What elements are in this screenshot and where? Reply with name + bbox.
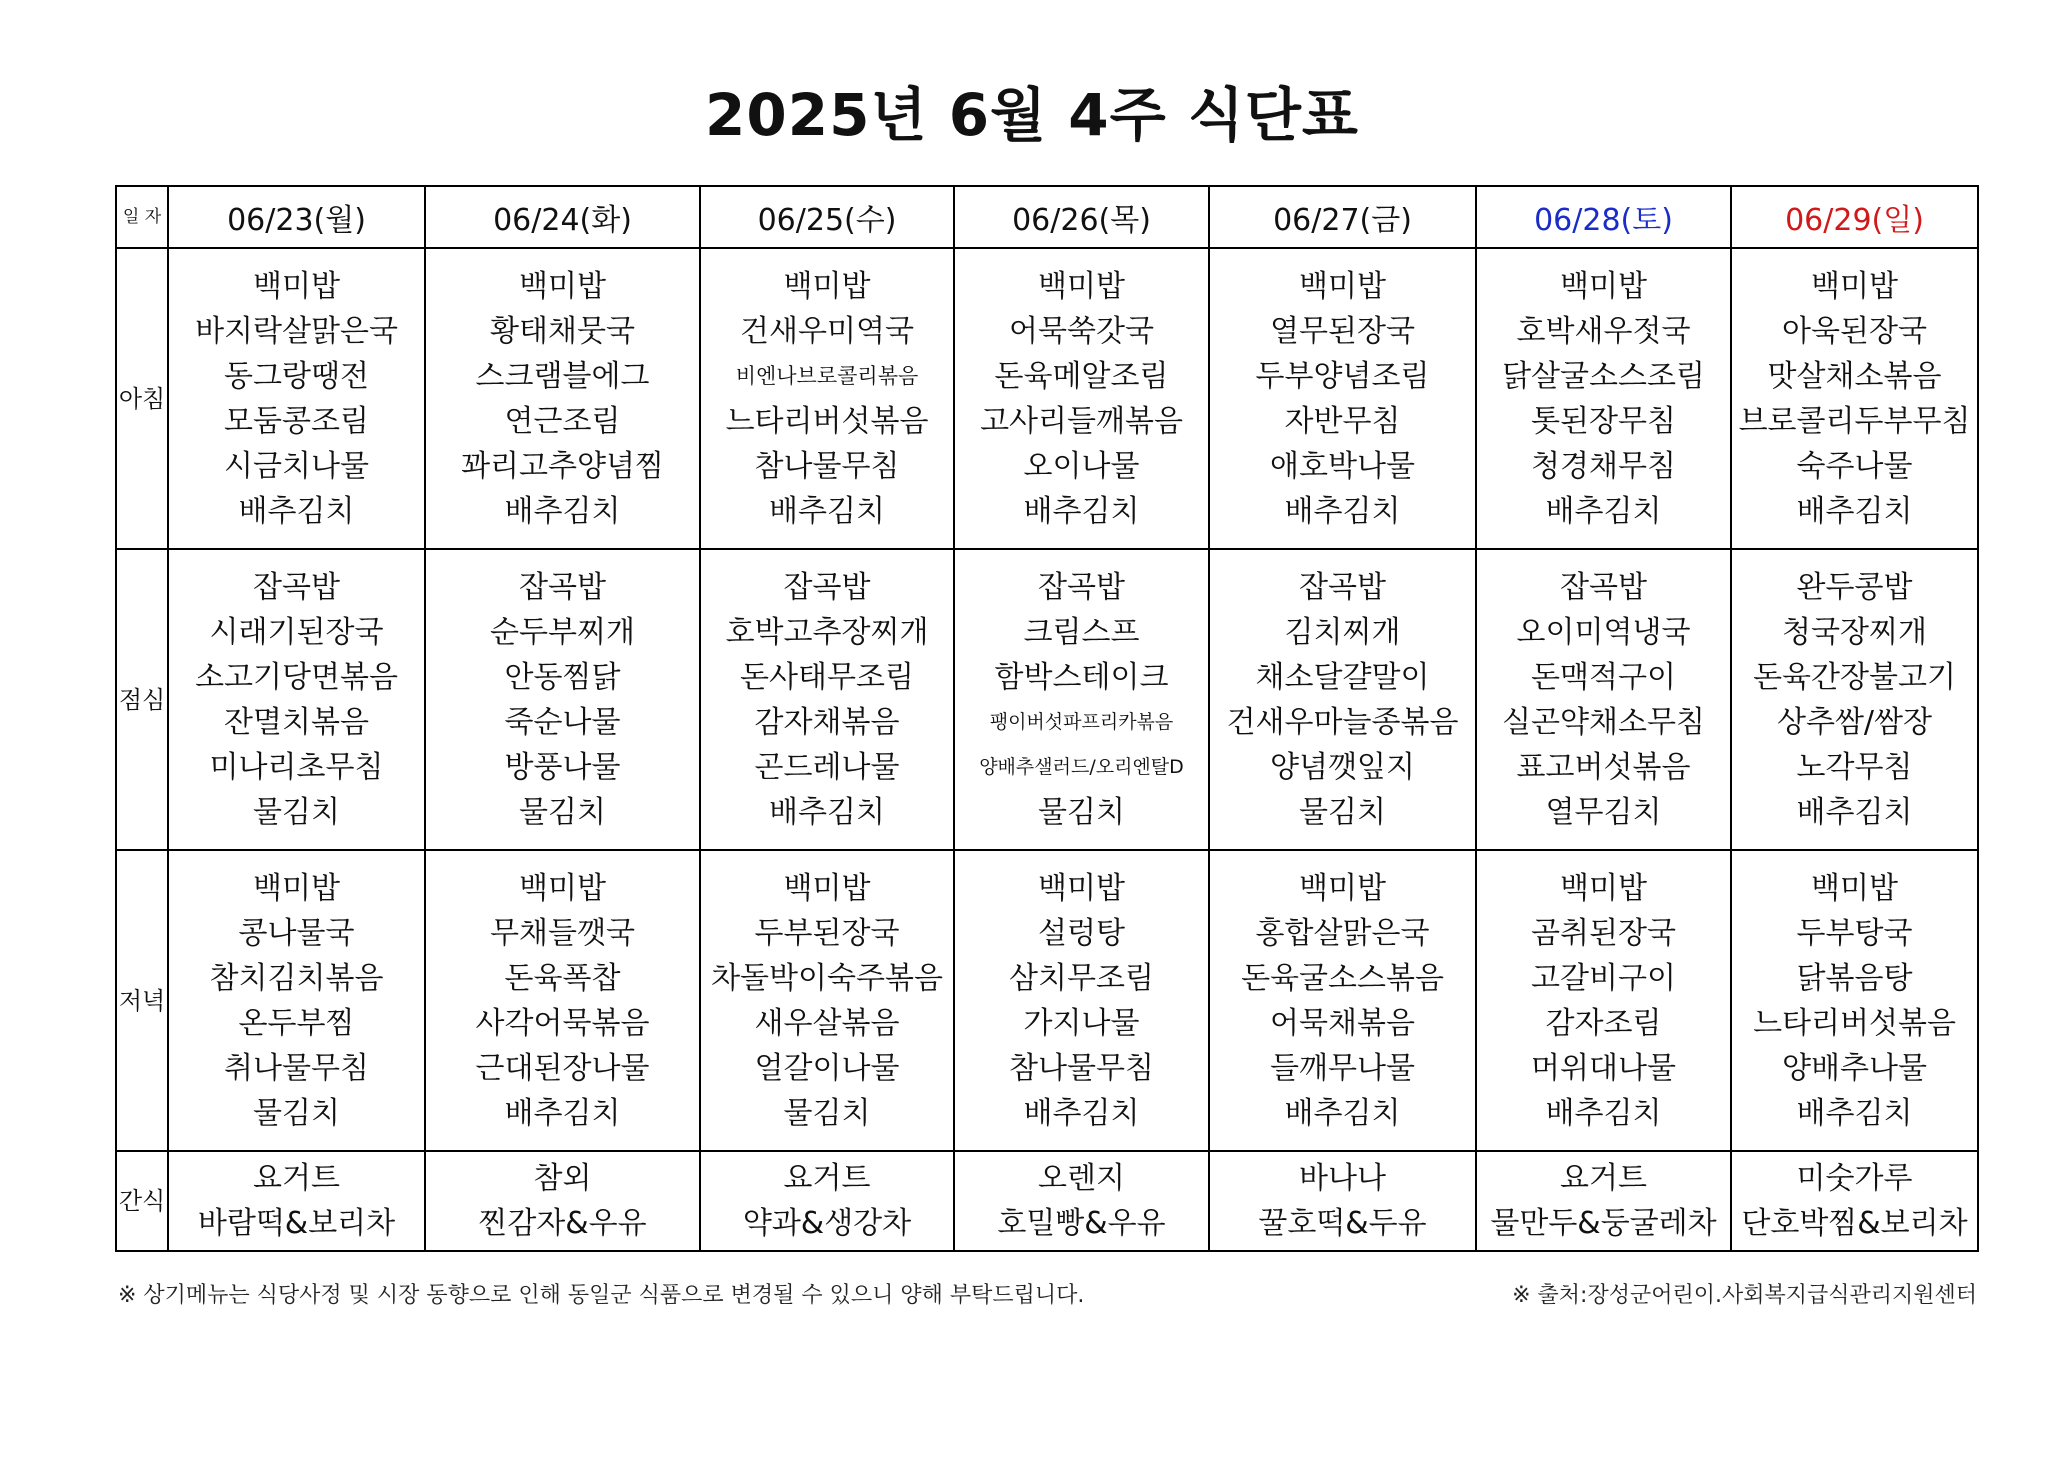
menu-item: 닭살굴소스조림 (1502, 358, 1705, 394)
menu-item: 물김치 (1038, 794, 1125, 830)
menu-item: 브로콜리두부무침 (1738, 403, 1971, 439)
menu-item: 닭볶음탕 (1796, 960, 1913, 996)
menu-cell (168, 1151, 425, 1251)
date-label-char: 자 (144, 207, 162, 227)
menu-item: 배추김치 (1545, 493, 1662, 529)
day-header-sunday: 06/29(일) (1731, 186, 1978, 248)
day-header: 06/26(목) (954, 186, 1209, 248)
menu-item: 새우살볶음 (754, 1005, 900, 1041)
menu-item: 두부된장국 (754, 915, 900, 951)
menu-item: 청국장찌개 (1782, 614, 1927, 650)
menu-item: 백미밥 (1038, 268, 1125, 304)
meal-label-char: 심 (142, 685, 166, 714)
menu-item: 맛살채소볶음 (1767, 358, 1942, 394)
menu-item: 콩나물국 (238, 915, 355, 951)
menu-item: 백미밥 (1811, 870, 1898, 906)
menu-cell (425, 549, 700, 850)
menu-item: 참나물무침 (1009, 1050, 1154, 1086)
menu-item: 배추김치 (1796, 1095, 1913, 1131)
dinner-row (116, 850, 1978, 1151)
menu-item: 노각무침 (1796, 749, 1913, 785)
menu-item: 연근조림 (504, 403, 621, 439)
menu-item: 물김치 (783, 1095, 871, 1131)
menu-item: 잡곡밥 (783, 569, 871, 605)
menu-item: 팽이버섯파프리카볶음 (989, 710, 1174, 733)
menu-item: 고갈비구이 (1531, 960, 1676, 996)
menu-item: 돈맥적구이 (1531, 659, 1676, 695)
menu-item: 자반무침 (1284, 403, 1401, 439)
breakfast-row (116, 248, 1978, 549)
menu-item: 배추김치 (1796, 794, 1913, 830)
menu-item: 근대된장나물 (475, 1050, 650, 1086)
menu-cell (168, 850, 425, 1151)
menu-item: 어묵쑥갓국 (1009, 313, 1154, 349)
menu-item: 취나물무침 (224, 1050, 369, 1086)
menu-item: 미나리초무침 (209, 749, 384, 785)
menu-item: 참외 (533, 1161, 592, 1196)
menu-cell (1476, 850, 1731, 1151)
page-title: 2025년 6월 4주 식단표 (705, 81, 1359, 149)
menu-item: 삼치무조림 (1009, 960, 1154, 996)
date-label-cell (116, 186, 168, 248)
menu-cell (1731, 549, 1978, 850)
menu-item: 고사리들깨볶음 (980, 403, 1183, 439)
menu-item: 백미밥 (1299, 268, 1386, 304)
menu-item: 돈육메알조림 (994, 358, 1169, 394)
menu-item: 백미밥 (519, 268, 606, 304)
menu-item: 잡곡밥 (519, 569, 606, 605)
meal-label-cell (116, 549, 168, 850)
menu-item: 잡곡밥 (253, 569, 340, 605)
day-header: 06/23(월) (168, 186, 425, 248)
menu-item: 백미밥 (253, 870, 340, 906)
menu-item: 물김치 (1299, 794, 1386, 830)
meal-label-char: 점 (118, 685, 142, 714)
menu-item: 참치김치볶음 (209, 960, 384, 996)
menu-cell (700, 1151, 954, 1251)
menu-cell (1476, 549, 1731, 850)
lunch-row (116, 549, 1978, 850)
menu-cell (954, 850, 1209, 1151)
menu-item: 홍합살맑은국 (1255, 915, 1430, 951)
menu-item: 돈육굴소스볶음 (1241, 960, 1444, 996)
menu-item: 요거트 (783, 1161, 871, 1196)
menu-item: 표고버섯볶음 (1516, 749, 1691, 785)
menu-item: 모둠콩조림 (224, 403, 369, 439)
menu-item: 양배추나물 (1782, 1050, 1927, 1086)
menu-item: 두부양념조림 (1255, 358, 1430, 394)
menu-item: 배추김치 (1023, 493, 1140, 529)
menu-item: 참나물무침 (754, 448, 900, 484)
menu-item: 잡곡밥 (1560, 569, 1647, 605)
menu-item: 호밀빵&우유 (997, 1206, 1166, 1241)
menu-item: 오이미역냉국 (1516, 614, 1691, 650)
menu-cell (700, 850, 954, 1151)
menu-item: 차돌박이숙주볶음 (711, 960, 943, 996)
menu-cell (1209, 1151, 1476, 1251)
meal-label-char: 아 (118, 384, 142, 413)
day-header: 06/25(수) (700, 186, 954, 248)
menu-item: 잡곡밥 (1038, 569, 1125, 605)
menu-item: 배추김치 (1545, 1095, 1662, 1131)
menu-cell (1476, 1151, 1731, 1251)
menu-cell (954, 549, 1209, 850)
meal-label-char: 저 (118, 986, 142, 1015)
date-label-char: 일 (122, 207, 140, 227)
menu-item: 미숫가루 (1796, 1161, 1913, 1196)
menu-item: 단호박찜&보리차 (1741, 1206, 1968, 1241)
menu-cell (1209, 850, 1476, 1151)
menu-item: 약과&생강차 (742, 1206, 912, 1241)
menu-item: 물김치 (253, 1095, 340, 1131)
menu-item: 양념깻잎지 (1270, 749, 1415, 785)
menu-item: 백미밥 (253, 268, 340, 304)
menu-item: 감자조림 (1545, 1005, 1662, 1041)
menu-item: 백미밥 (1811, 268, 1898, 304)
menu-item: 오이나물 (1023, 448, 1140, 484)
menu-item: 황태채뭇국 (490, 313, 635, 349)
day-header: 06/24(화) (425, 186, 700, 248)
menu-item: 호박새우젓국 (1516, 313, 1691, 349)
menu-cell (700, 549, 954, 850)
meal-label-cell (116, 248, 168, 549)
menu-item: 어묵채볶음 (1270, 1005, 1415, 1041)
menu-item: 방풍나물 (504, 749, 621, 785)
menu-item: 소고기당면볶음 (195, 659, 398, 695)
menu-item: 동그랑땡전 (224, 358, 369, 394)
menu-item: 곤드레나물 (754, 749, 900, 785)
menu-item: 바람떡&보리차 (197, 1206, 396, 1241)
menu-item: 백미밥 (1299, 870, 1386, 906)
menu-item: 숙주나물 (1796, 448, 1913, 484)
menu-item: 요거트 (1560, 1161, 1647, 1196)
menu-item: 스크램블에그 (475, 358, 650, 394)
menu-item: 배추김치 (1796, 493, 1913, 529)
menu-item: 청경채무침 (1531, 448, 1676, 484)
menu-item: 물김치 (253, 794, 340, 830)
menu-item: 호박고추장찌개 (725, 614, 929, 650)
menu-item: 열무김치 (1545, 794, 1662, 830)
menu-item: 시금치나물 (224, 448, 369, 484)
menu-item: 돈육폭찹 (504, 960, 621, 996)
meal-label-char: 식 (142, 1187, 166, 1215)
menu-item: 바나나 (1299, 1161, 1386, 1196)
menu-item: 백미밥 (783, 870, 871, 906)
menu-item: 백미밥 (783, 268, 871, 304)
menu-cell (1209, 248, 1476, 549)
menu-cell (168, 549, 425, 850)
menu-item: 실곤약채소무침 (1502, 704, 1705, 740)
menu-item: 완두콩밥 (1796, 569, 1913, 605)
menu-item: 들깨무나물 (1270, 1050, 1415, 1086)
menu-cell (425, 1151, 700, 1251)
meal-label-char: 간 (118, 1187, 142, 1215)
snack-row (116, 1151, 1978, 1251)
menu-cell (700, 248, 954, 549)
menu-item: 느타리버섯볶음 (725, 403, 929, 439)
menu-item: 애호박나물 (1270, 448, 1415, 484)
menu-item: 배추김치 (238, 493, 355, 529)
menu-change-note: ※ 상기메뉴는 식당사정 및 시장 동향으로 인해 동일군 식품으로 변경될 수 있으니 양해 부탁드립니다. (118, 1283, 1085, 1308)
menu-item: 상추쌈/쌈장 (1776, 704, 1932, 740)
menu-item: 찐감자&우유 (478, 1206, 647, 1241)
menu-cell (1209, 549, 1476, 850)
menu-cell (425, 850, 700, 1151)
menu-cell (954, 248, 1209, 549)
menu-item: 배추김치 (504, 493, 621, 529)
meal-label-char: 침 (142, 384, 166, 413)
menu-item: 가지나물 (1023, 1005, 1140, 1041)
menu-item: 오렌지 (1038, 1161, 1125, 1196)
source-note: ※ 출처:장성군어린이.사회복지급식관리지원센터 (1512, 1283, 1977, 1308)
meal-label-cell (116, 850, 168, 1151)
menu-item: 건새우마늘종볶음 (1226, 704, 1459, 740)
meal-label-cell (116, 1151, 168, 1251)
menu-item: 아욱된장국 (1782, 313, 1927, 349)
menu-item: 배추김치 (1284, 1095, 1401, 1131)
meal-label-char: 녁 (142, 986, 166, 1015)
menu-item: 채소달걀말이 (1255, 659, 1430, 695)
menu-item: 요거트 (253, 1161, 340, 1196)
menu-item: 배추김치 (504, 1095, 621, 1131)
menu-item: 죽순나물 (504, 704, 621, 740)
menu-item: 돈사태무조림 (740, 659, 914, 695)
menu-item: 온두부찜 (238, 1005, 355, 1041)
menu-item: 백미밥 (1560, 268, 1647, 304)
menu-item: 물만두&둥굴레차 (1490, 1206, 1717, 1241)
menu-item: 잡곡밥 (1299, 569, 1386, 605)
day-header: 06/27(금) (1209, 186, 1476, 248)
menu-item: 바지락살맑은국 (195, 313, 398, 349)
menu-item: 곰취된장국 (1531, 915, 1676, 951)
menu-cell (1731, 248, 1978, 549)
menu-item: 배추김치 (769, 794, 885, 830)
menu-item: 배추김치 (769, 493, 885, 529)
menu-cell (1476, 248, 1731, 549)
meal-table (115, 185, 1979, 1252)
menu-cell (425, 248, 700, 549)
menu-cell (1731, 850, 1978, 1151)
menu-item: 머위대나물 (1531, 1050, 1676, 1086)
menu-item: 백미밥 (519, 870, 606, 906)
menu-item: 톳된장무침 (1531, 403, 1676, 439)
menu-item: 건새우미역국 (740, 313, 914, 349)
header-row (116, 186, 1978, 248)
menu-item: 양배추샐러드/오리엔탈D (979, 755, 1184, 778)
menu-cell (1731, 1151, 1978, 1251)
menu-item: 순두부찌개 (490, 614, 635, 650)
menu-item: 함박스테이크 (994, 659, 1169, 695)
menu-item: 백미밥 (1560, 870, 1647, 906)
menu-item: 배추김치 (1284, 493, 1401, 529)
menu-item: 김치찌개 (1284, 614, 1401, 650)
menu-item: 크림스프 (1023, 614, 1140, 650)
menu-item: 사각어묵볶음 (475, 1005, 650, 1041)
menu-item: 무채들깻국 (490, 915, 635, 951)
menu-item: 잔멸치볶음 (224, 704, 369, 740)
menu-item: 느타리버섯볶음 (1753, 1005, 1956, 1041)
menu-item: 꽈리고추양념찜 (461, 448, 664, 484)
menu-item: 안동찜닭 (504, 659, 621, 695)
menu-item: 물김치 (519, 794, 606, 830)
menu-item: 배추김치 (1023, 1095, 1140, 1131)
menu-item: 시래기된장국 (209, 614, 384, 650)
menu-item: 돈육간장불고기 (1753, 659, 1956, 695)
menu-item: 열무된장국 (1270, 313, 1415, 349)
menu-item: 설렁탕 (1038, 915, 1125, 951)
menu-item: 꿀호떡&두유 (1258, 1206, 1427, 1241)
menu-item: 얼갈이나물 (754, 1050, 900, 1086)
menu-item: 백미밥 (1038, 870, 1125, 906)
menu-item: 비엔나브로콜리볶음 (735, 363, 919, 388)
menu-item: 감자채볶음 (754, 704, 900, 740)
day-header-saturday: 06/28(토) (1476, 186, 1731, 248)
menu-item: 두부탕국 (1796, 915, 1913, 951)
menu-cell (954, 1151, 1209, 1251)
menu-cell (168, 248, 425, 549)
